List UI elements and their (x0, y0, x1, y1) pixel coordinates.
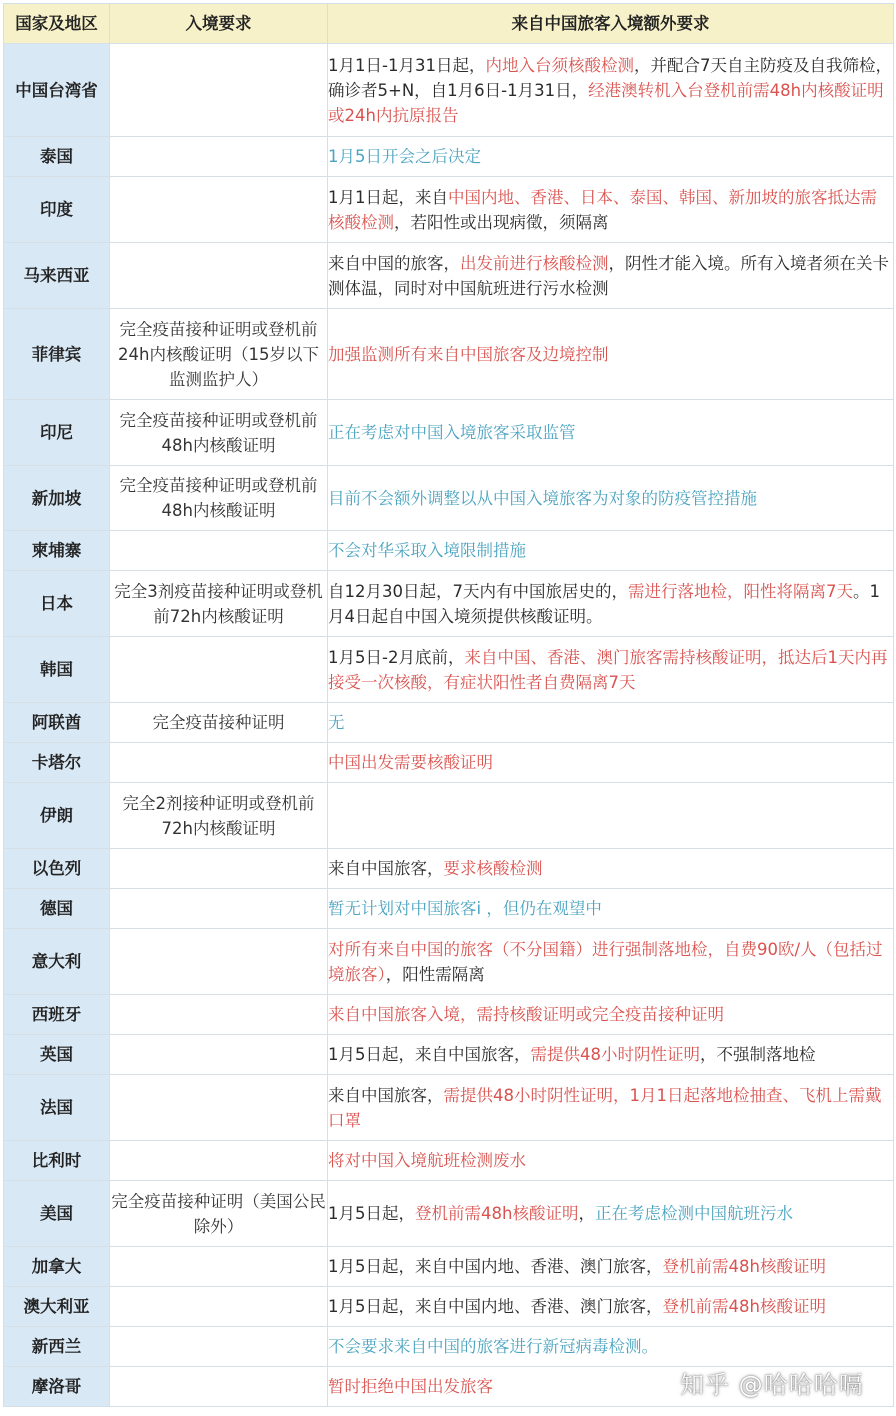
extra-requirement-cell (328, 1247, 894, 1287)
entry-requirement-cell (110, 1141, 328, 1181)
extra-requirement-cell (328, 637, 894, 703)
table-row (4, 1075, 894, 1141)
requirement-text-segment: 1月5日起， (328, 1204, 415, 1223)
requirement-text-segment: ，若阳性或出现病徵，须隔离 (394, 212, 609, 232)
entry-requirement-cell (110, 743, 328, 783)
requirement-text-segment: ，不强制落地检 (700, 1045, 816, 1064)
requirement-text-segment: 中国内地、香港、日本、泰国、韩国、新加坡的旅客抵达需核酸检测 (328, 187, 877, 232)
country-cell: 中国台湾省 (4, 44, 110, 137)
extra-requirement-cell (328, 929, 894, 995)
country-cell: 澳大利亚 (4, 1287, 110, 1327)
table-row (4, 743, 894, 783)
extra-requirement-cell (328, 703, 894, 743)
table-row (4, 243, 894, 309)
country-cell: 新西兰 (4, 1327, 110, 1367)
table-row (4, 571, 894, 637)
header-entry-requirements: 入境要求 (110, 4, 328, 44)
entry-requirement-cell: 完全疫苗接种证明或登机前48h内核酸证明 (110, 466, 328, 531)
requirement-text-segment: 无 (328, 713, 345, 732)
country-cell: 比利时 (4, 1141, 110, 1181)
entry-requirement-cell (110, 137, 328, 177)
requirement-text-segment: 将对中国入境航班检测废水 (328, 1151, 526, 1170)
requirement-text-segment: 1月1日起，来自 (328, 187, 448, 207)
country-cell: 马来西亚 (4, 243, 110, 309)
requirement-text-segment: 来自中国、香港、澳门旅客需持核酸证明，抵达后1天内再接受一次核酸，有症状阳性者自费隔离7天 (328, 647, 888, 692)
requirement-text-segment: 1月5日开会之后决定 (328, 147, 481, 166)
country-cell: 意大利 (4, 929, 110, 995)
header-extra-requirements: 来自中国旅客入境额外要求 (328, 4, 894, 44)
requirement-text-segment: 正在考虑检测中国航班污水 (594, 1204, 793, 1223)
requirement-text-segment: 登机前需48h核酸证明 (662, 1297, 826, 1316)
extra-requirement-cell (328, 177, 894, 243)
extra-requirement-cell (328, 1181, 894, 1247)
table-row (4, 783, 894, 849)
entry-requirement-cell (110, 929, 328, 995)
country-cell: 卡塔尔 (4, 743, 110, 783)
entry-requirement-cell (110, 177, 328, 243)
requirement-text-segment: 来自中国旅客入境，需持核酸证明或完全疫苗接种证明 (328, 1005, 724, 1024)
country-cell: 菲律宾 (4, 309, 110, 400)
country-cell: 西班牙 (4, 995, 110, 1035)
country-cell: 新加坡 (4, 466, 110, 531)
table-row (4, 400, 894, 466)
country-cell: 印尼 (4, 400, 110, 466)
entry-requirement-cell (110, 44, 328, 137)
country-cell: 柬埔寨 (4, 531, 110, 571)
entry-requirement-cell (110, 1247, 328, 1287)
extra-requirement-cell (328, 466, 894, 531)
extra-requirement-cell (328, 571, 894, 637)
table-row (4, 889, 894, 929)
requirement-text-segment: 1月5日起，来自中国内地、香港、澳门旅客， (328, 1257, 663, 1276)
requirement-text-segment: 正在考虑对中国入境旅客采取监管 (328, 423, 576, 442)
extra-requirement-cell (328, 995, 894, 1035)
extra-requirement-cell (328, 400, 894, 466)
requirement-text-segment: 暂无计划对中国旅客i ，但仍在观望中 (328, 899, 602, 918)
entry-requirement-cell: 完全疫苗接种证明 (110, 703, 328, 743)
country-cell: 印度 (4, 177, 110, 243)
country-cell: 日本 (4, 571, 110, 637)
entry-requirement-cell: 完全疫苗接种证明（美国公民除外） (110, 1181, 328, 1247)
requirement-text-segment: 中国出发需要核酸证明 (328, 753, 493, 772)
extra-requirement-cell (328, 531, 894, 571)
watermark: 知乎 @哈哈哈嗝 (680, 1371, 864, 1399)
entry-requirement-cell: 完全3剂疫苗接种证明或登机前72h内核酸证明 (110, 571, 328, 637)
requirement-text-segment: 需提供48小时阴性证明，1月1日起落地检抽查、飞机上需戴口罩 (328, 1085, 882, 1130)
table-row (4, 995, 894, 1035)
requirement-text-segment: ，并配合7天自主防疫及自我筛检，确诊者5+N，自1月6日-1月31日， (328, 55, 892, 100)
country-cell: 韩国 (4, 637, 110, 703)
table-row (4, 1035, 894, 1075)
header-row (4, 4, 894, 44)
table-row (4, 44, 894, 137)
extra-requirement-cell (328, 243, 894, 309)
requirement-text-segment: 要求核酸检测 (443, 859, 543, 878)
requirement-text-segment: 经港澳转机入台登机前需48h内核酸证明或24h内抗原报告 (328, 80, 884, 125)
requirement-text-segment: 来自中国的旅客， (328, 253, 460, 273)
country-cell: 美国 (4, 1181, 110, 1247)
extra-requirement-cell (328, 137, 894, 177)
requirement-text-segment: 内地入台须核酸检测 (485, 55, 634, 75)
country-cell: 德国 (4, 889, 110, 929)
extra-requirement-cell (328, 889, 894, 929)
requirement-text-segment: 出发前进行核酸检测 (460, 253, 609, 273)
extra-requirement-cell (328, 1327, 894, 1367)
entry-requirement-cell (110, 995, 328, 1035)
table-row (4, 1247, 894, 1287)
requirement-text-segment: 来自中国旅客， (328, 859, 444, 878)
entry-requirement-cell: 完全疫苗接种证明或登机前48h内核酸证明 (110, 400, 328, 466)
table-row (4, 177, 894, 243)
requirement-text-segment: 自12月30日起，7天内有中国旅居史的， (328, 581, 628, 601)
requirement-text-segment: ， (578, 1204, 595, 1223)
requirement-text-segment: 1月5日起，来自中国旅客， (328, 1045, 531, 1064)
table-row (4, 929, 894, 995)
country-cell: 阿联酋 (4, 703, 110, 743)
table-row (4, 1287, 894, 1327)
requirement-text-segment: 1月5日起，来自中国内地、香港、澳门旅客， (328, 1297, 663, 1316)
entry-requirement-cell (110, 243, 328, 309)
requirement-text-segment: 需进行落地检，阳性将隔离7天 (628, 581, 853, 601)
requirement-text-segment: 暂时拒绝中国出发旅客 (328, 1377, 493, 1396)
entry-requirement-cell (110, 1075, 328, 1141)
entry-requirement-cell (110, 637, 328, 703)
extra-requirement-cell (328, 44, 894, 137)
entry-requirement-cell (110, 849, 328, 889)
table-row (4, 466, 894, 531)
extra-requirement-cell (328, 309, 894, 400)
entry-requirement-cell (110, 1327, 328, 1367)
requirement-text-segment: 登机前需48h核酸证明 (415, 1204, 579, 1223)
extra-requirement-cell (328, 1287, 894, 1327)
entry-requirement-cell (110, 1367, 328, 1407)
country-cell: 摩洛哥 (4, 1367, 110, 1407)
country-cell: 泰国 (4, 137, 110, 177)
country-cell: 英国 (4, 1035, 110, 1075)
table-row (4, 703, 894, 743)
entry-requirement-cell (110, 531, 328, 571)
table-row (4, 849, 894, 889)
country-cell: 法国 (4, 1075, 110, 1141)
entry-requirement-cell (110, 889, 328, 929)
table-row (4, 1181, 894, 1247)
table-row (4, 637, 894, 703)
table-row (4, 137, 894, 177)
requirement-text-segment: 1月5日-2月底前， (328, 647, 465, 667)
requirement-text-segment: 不会对华采取入境限制措施 (328, 541, 526, 560)
extra-requirement-cell (328, 849, 894, 889)
requirement-text-segment: 不会要求来自中国的旅客进行新冠病毒检测。 (328, 1337, 658, 1356)
extra-requirement-cell (328, 783, 894, 849)
requirement-text-segment: 目前不会额外调整以从中国入境旅客为对象的防疫管控措施 (328, 488, 757, 508)
entry-requirement-cell: 完全2剂接种证明或登机前72h内核酸证明 (110, 783, 328, 849)
entry-requirement-cell: 完全疫苗接种证明或登机前24h内核酸证明（15岁以下监测监护人） (110, 309, 328, 400)
entry-requirements-table (3, 3, 894, 1407)
requirement-text-segment: 加强监测所有来自中国旅客及边境控制 (328, 344, 609, 364)
country-cell: 以色列 (4, 849, 110, 889)
entry-requirement-cell (110, 1035, 328, 1075)
extra-requirement-cell (328, 743, 894, 783)
country-cell: 伊朗 (4, 783, 110, 849)
header-country: 国家及地区 (4, 4, 110, 44)
requirement-text-segment: 登机前需48h核酸证明 (662, 1257, 826, 1276)
requirement-text-segment: 来自中国旅客， (328, 1085, 444, 1105)
table-row (4, 1141, 894, 1181)
table-row (4, 309, 894, 400)
requirement-text-segment: ，阳性需隔离 (385, 964, 485, 984)
table-row (4, 531, 894, 571)
extra-requirement-cell (328, 1035, 894, 1075)
extra-requirement-cell (328, 1075, 894, 1141)
extra-requirement-cell (328, 1141, 894, 1181)
entry-requirement-cell (110, 1287, 328, 1327)
table-row (4, 1327, 894, 1367)
requirement-text-segment: 需提供48小时阴性证明 (530, 1045, 700, 1064)
country-cell: 加拿大 (4, 1247, 110, 1287)
requirement-text-segment: 对所有来自中国的旅客（不分国籍）进行强制落地检，自费90欧/人（包括过境旅客） (328, 939, 883, 984)
requirement-text-segment: ，阴性才能入境。所有入境者须在关卡测体温，同时对中国航班进行污水检测 (328, 253, 889, 298)
requirement-text-segment: 1月1日-1月31日起， (328, 55, 486, 75)
requirement-text-segment: 。1月4日起自中国入境须提供核酸证明。 (328, 581, 880, 626)
